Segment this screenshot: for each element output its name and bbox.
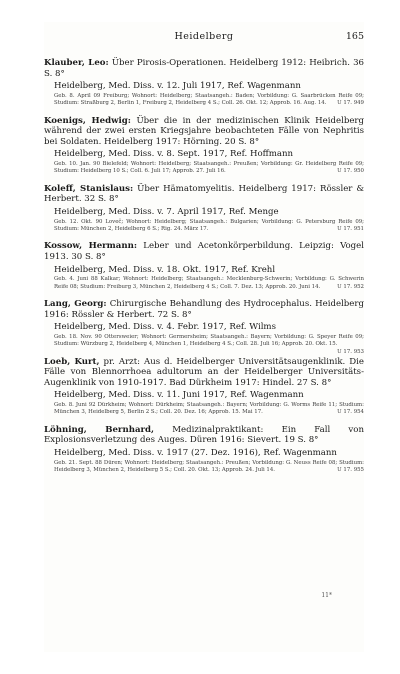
entry-dissertation: Heidelberg, Med. Diss. v. 12. Juli 1917, Ref. Wagenmann [54,81,301,92]
entry-title: pr. Arzt: Aus d. Heidelberger Universitätsaugenklinik. Die Fälle von Blennorrhoea adultorum an der Heidelberger Universitäts-Augenklinik von 1910-1917. Bad Dürkheim 1917: Hindel. 27 S. 8° [44,356,364,388]
entry-dissertation: Heidelberg, Med. Diss. v. 11. Juni 1917, Ref. Wagenmann [54,390,304,401]
entry-vita [54,402,364,417]
entry-head [44,58,364,79]
entry-vita [54,333,364,355]
list-item [44,298,364,355]
book-page [44,22,364,652]
entry-author: Löhning, Bernhard, [44,424,155,435]
entry-dissertation: Heidelberg, Med. Diss. v. 4. Febr. 1917, Ref. Wilms [54,322,276,333]
entry-dissertation: Heidelberg, Med. Diss. v. 8. Sept. 1917, Ref. Hoffmann [54,149,294,160]
list-item [44,58,364,108]
entry-head [44,299,364,320]
entry-title: Chirurgische Behandlung des Hydrocephalus. Heidelberg 1916: Rössler & Herbert. 72 S. 8° [44,298,364,320]
entry-shelfmark: U 17. 952 [337,283,364,290]
entry-vita [54,460,364,475]
list-item [44,184,364,234]
entry-vita [54,219,364,234]
entry-dissertation: Heidelberg, Med. Diss. v. 7. April 1917, Ref. Menge [54,206,279,217]
list-item [44,357,364,417]
entry-title: Über die in der medizinischen Klinik Heidelberg während der zwei ersten Kriegsjahre beobachteten Fälle von Nephritis bei Soldaten. Heidelberg 1917: Hörning. 20 S. 8° [44,115,365,147]
entry-title: Über Hämatomyelitis. Heidelberg 1917: Rössler & Herbert. 32 S. 8° [44,183,365,205]
entry-head [44,241,364,262]
entry-list [44,58,364,474]
entry-vita [54,93,364,108]
running-head [44,22,364,46]
entry-vita-text: Geb. 8. April 09 Freiburg; Wohnort: Heidelberg; Staatsangeh.: Baden; Vorbildung: G. Saarbrücken Reife 09; Studium: Straßburg 2, Berlin 1, Freiburg 2, Heidelberg 4 S.; Coll. 26. Okt. 12; Approb. 16. Aug. 14. [54,92,364,107]
entry-shelfmark: U 17. 954 [337,409,364,416]
list-item [44,241,364,291]
page-number: 165 [345,31,364,42]
entry-vita [54,276,364,291]
entry-author: Lang, Georg: [44,298,107,309]
list-item [44,425,364,475]
entry-vita-text: Geb. 21. Sept. 88 Düren; Wohnort: Heidelberg; Staatsangeh.: Preußen; Vorbildung: G. Neuss Reife 08; Studium: Heidelberg 3, München 2, Heidelberg 5 S.; Coll. 20. Okt. 13; Approb. 24. Juli 14. [54,459,364,473]
entry-vita-text: Geb. 10. Jan. 90 Bielefeld; Wohnort: Heidelberg; Staatsangeh.: Preußen; Vorbildung: Gr. Heidelberg Reife 09; Studium: Heidelberg 10 S.; Coll. 6. Juli 17; Approb. 27. Juli 16. [54,160,364,175]
entry-head [44,357,364,389]
entry-author: Loeb, Kurt, [44,356,100,367]
entry-title: Über Pirosis-Operationen. Heidelberg 1912: Heibrich. 36 S. 8° [44,58,365,79]
entry-author: Kossow, Hermann: [44,241,138,252]
entry-vita-text: Geb. 12. Okt. 90 Loveč; Wohnort: Heidelberg; Staatsangeh.: Bulgarien; Vorbildung: G. Petersburg Reife 09; Studium: München 2, Heidelberg 6 S.; Rig. 24. März 17. [54,218,364,232]
signature-mark: 11* [321,592,332,599]
list-item [44,116,364,176]
running-title: Heidelberg [174,31,234,42]
entry-vita-text: Geb. 18. Nov. 90 Ottersweier; Wohnort: Germersheim; Staatsangeh.: Bayern; Vorbildung: G. Speyer Reife 09; Studium: Würzburg 2, Heidelberg 4, München 1, Heidelberg 4 S.; Coll. 28. Juli 16; Approb. 20. Okt. 15. [54,333,364,348]
entry-author: Koenigs, Hedwig: [44,115,131,126]
entry-author: Klauber, Leo: [44,58,109,68]
entry-shelfmark: U 17. 951 [337,225,364,232]
entry-dissertation: Heidelberg, Med. Diss. v. 18. Okt. 1917, Ref. Krehl [54,264,276,275]
entry-vita-text: Geb. 8. Juni 92 Dürkheim; Wohnort: Dürkheim; Staatsangeh.: Bayern; Vorbildung: G. Worms Reife 11; Studium: München 3, Heidelberg 5, Berlin 2 S.; Coll. 20. Dez. 16; Approb. 15. Mai 17. [54,401,364,416]
entry-dissertation: Heidelberg, Med. Diss. v. 1917 (27. Dez. 1916), Ref. Wagenmann [54,447,337,458]
entry-vita-text: Geb. 4. Juni 88 Kalkar; Wohnort: Heidelberg; Staatsangeh.: Mecklenburg-Schwerin; Vorbildung: G. Schwerin Reife 08; Studium: Freiburg 3, München 2, Heidelberg 4 S.; Coll. 7. Dez. 13; Approb. 20. Juni 14. [54,276,364,290]
entry-shelfmark: U 17. 953 [337,348,364,355]
entry-head [44,116,364,148]
entry-title: Leber und Acetonkörperbildung. Leipzig: Vogel 1913. 30 S. 8° [44,241,364,262]
entry-head [44,425,364,446]
entry-shelfmark: U 17. 950 [337,168,364,175]
entry-author: Koleff, Stanislaus: [44,183,134,194]
entry-head [44,184,364,205]
entry-title: Medizinalpraktikant: Ein Fall von Explosionsverletzung des Auges. Düren 1916: Sievert. 19 S. 8° [44,424,364,446]
entry-shelfmark: U 17. 955 [337,466,364,473]
entry-shelfmark: U 17. 949 [337,100,364,107]
entry-vita [54,161,364,176]
